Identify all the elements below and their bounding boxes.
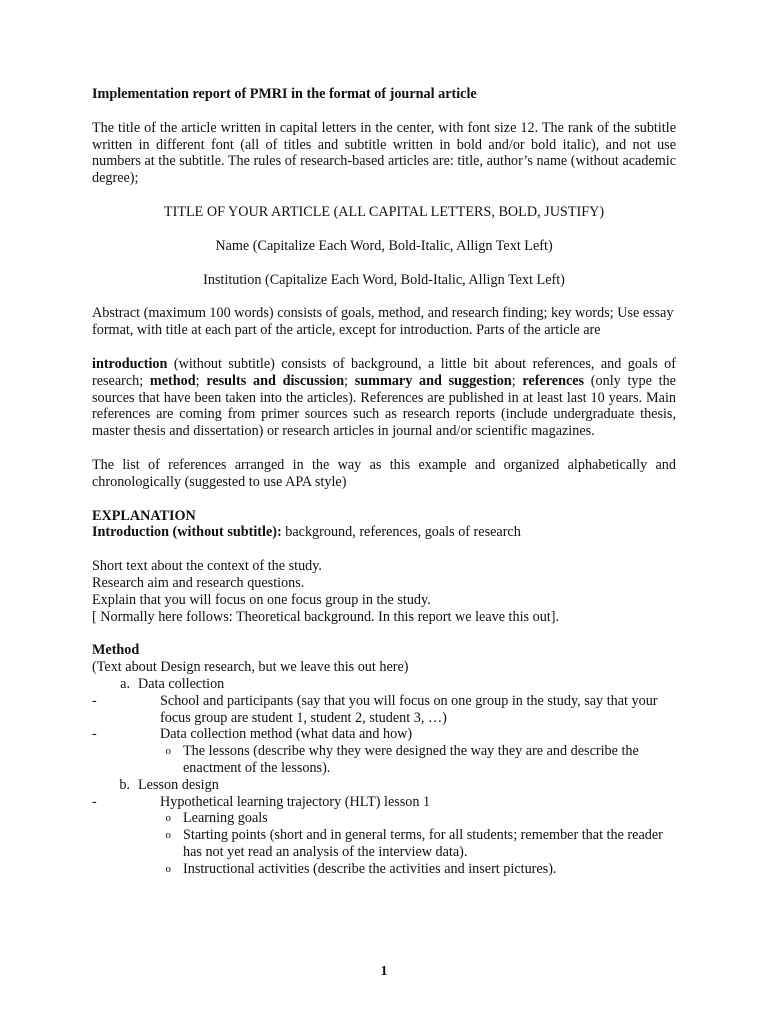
introduction-description: (without subtitle) consists of background, a little bit about references, and goals of research; bbox=[92, 355, 676, 389]
intro-paragraph: The title of the article written in capital letters in the center, with font size 12. The rank of the subtitle written in different font (all of titles and subtitle written in bold and/or bold italic), and not use numbers at the subtitle. The rules of research-based articles are: title, author’s name (without academic degree); bbox=[92, 119, 676, 187]
list-item-label: Data collection bbox=[138, 675, 225, 692]
dash-marker: - bbox=[92, 692, 97, 709]
parts-paragraph bbox=[92, 356, 676, 440]
list-item-text: Data collection method (what data and how) bbox=[160, 726, 413, 743]
sub-list-item bbox=[92, 861, 676, 878]
list-item-text: Hypothetical learning trajectory (HLT) lesson 1 bbox=[160, 793, 431, 810]
sub-list-item bbox=[92, 743, 676, 777]
sub-list-item-text: The lessons (describe why they were designed the way they are and describe the enactment of the lessons). bbox=[183, 743, 639, 776]
list-item bbox=[92, 726, 676, 743]
term-method: method bbox=[149, 372, 196, 389]
sub-list-item bbox=[92, 827, 676, 861]
separator: ; bbox=[344, 372, 355, 389]
page-number: 1 bbox=[380, 964, 388, 979]
list-item-text: School and participants (say that you will focus on one group in the study, say that your focus group are student 1, student 2, student 3, …) bbox=[160, 692, 658, 726]
list-item bbox=[92, 794, 676, 811]
explanation-line: Research aim and research questions. bbox=[92, 574, 305, 591]
list-item-label: Lesson design bbox=[138, 776, 219, 793]
term-references: references bbox=[522, 372, 585, 389]
abstract-paragraph: Abstract (maximum 100 words) consists of goals, method, and research finding; key words; Use essay format, with title at each part of the article, except for introduction. Parts of the article are bbox=[92, 305, 674, 339]
explanation-intro-label: Introduction (without subtitle): bbox=[92, 524, 282, 541]
explanation-intro-text: background, references, goals of research bbox=[281, 524, 521, 541]
explanation-heading: EXPLANATION bbox=[92, 507, 196, 524]
dash-marker: - bbox=[92, 793, 97, 810]
format-name-line: Name (Capitalize Each Word, Bold-Italic, Allign Text Left) bbox=[215, 237, 553, 254]
explanation-line: [ Normally here follows: Theoretical background. In this report we leave this out]. bbox=[92, 608, 559, 625]
sub-list-item-text: Learning goals bbox=[183, 810, 268, 827]
sub-list-item bbox=[92, 810, 676, 827]
separator: ; bbox=[511, 372, 523, 389]
references-paragraph: The list of references arranged in the way as this example and organized alphabetically and chronologically (suggested to use APA style) bbox=[92, 456, 676, 490]
term-results-and-discussion: results and discussion bbox=[206, 372, 345, 389]
method-note: (Text about Design research, but we leave this out here) bbox=[92, 659, 409, 676]
format-title-line: TITLE OF YOUR ARTICLE (ALL CAPITAL LETTERS, BOLD, JUSTIFY) bbox=[163, 203, 605, 220]
list-item-b bbox=[92, 777, 676, 794]
list-item-a bbox=[92, 676, 676, 693]
document-body bbox=[92, 86, 676, 877]
explanation-line: Explain that you will focus on one focus group in the study. bbox=[92, 591, 431, 608]
document-heading: Implementation report of PMRI in the format of journal article bbox=[92, 86, 477, 102]
term-introduction: introduction bbox=[92, 355, 168, 372]
method-heading: Method bbox=[92, 642, 140, 659]
explanation-intro-line bbox=[92, 524, 676, 541]
bullet-marker: o bbox=[165, 862, 171, 875]
sub-list-item-text: Starting points (short and in general terms, for all students; remember that the reader has not yet read an analysis of the interview data). bbox=[183, 827, 663, 860]
dash-marker: - bbox=[92, 726, 97, 743]
bullet-marker: o bbox=[165, 745, 171, 758]
list-item bbox=[92, 693, 676, 727]
format-institution-line: Institution (Capitalize Each Word, Bold-Italic, Allign Text Left) bbox=[203, 271, 565, 288]
references-description: (only type the sources that have been taken into the articles). References are published in at least last 10 years. Main references are coming from primer sources such as research reports (include undergraduate thesis, master thesis and dissertation) or research articles in journal and/or scientific magazines. bbox=[92, 372, 676, 440]
term-summary-and-suggestion: summary and suggestion bbox=[354, 372, 512, 389]
list-marker: a. bbox=[120, 675, 130, 692]
separator: ; bbox=[195, 372, 207, 389]
sub-list-item-text: Instructional activities (describe the activities and insert pictures). bbox=[183, 860, 557, 877]
list-marker: b. bbox=[119, 776, 130, 793]
bullet-marker: o bbox=[165, 829, 171, 842]
explanation-line: Short text about the context of the study. bbox=[92, 558, 322, 575]
bullet-marker: o bbox=[165, 812, 171, 825]
